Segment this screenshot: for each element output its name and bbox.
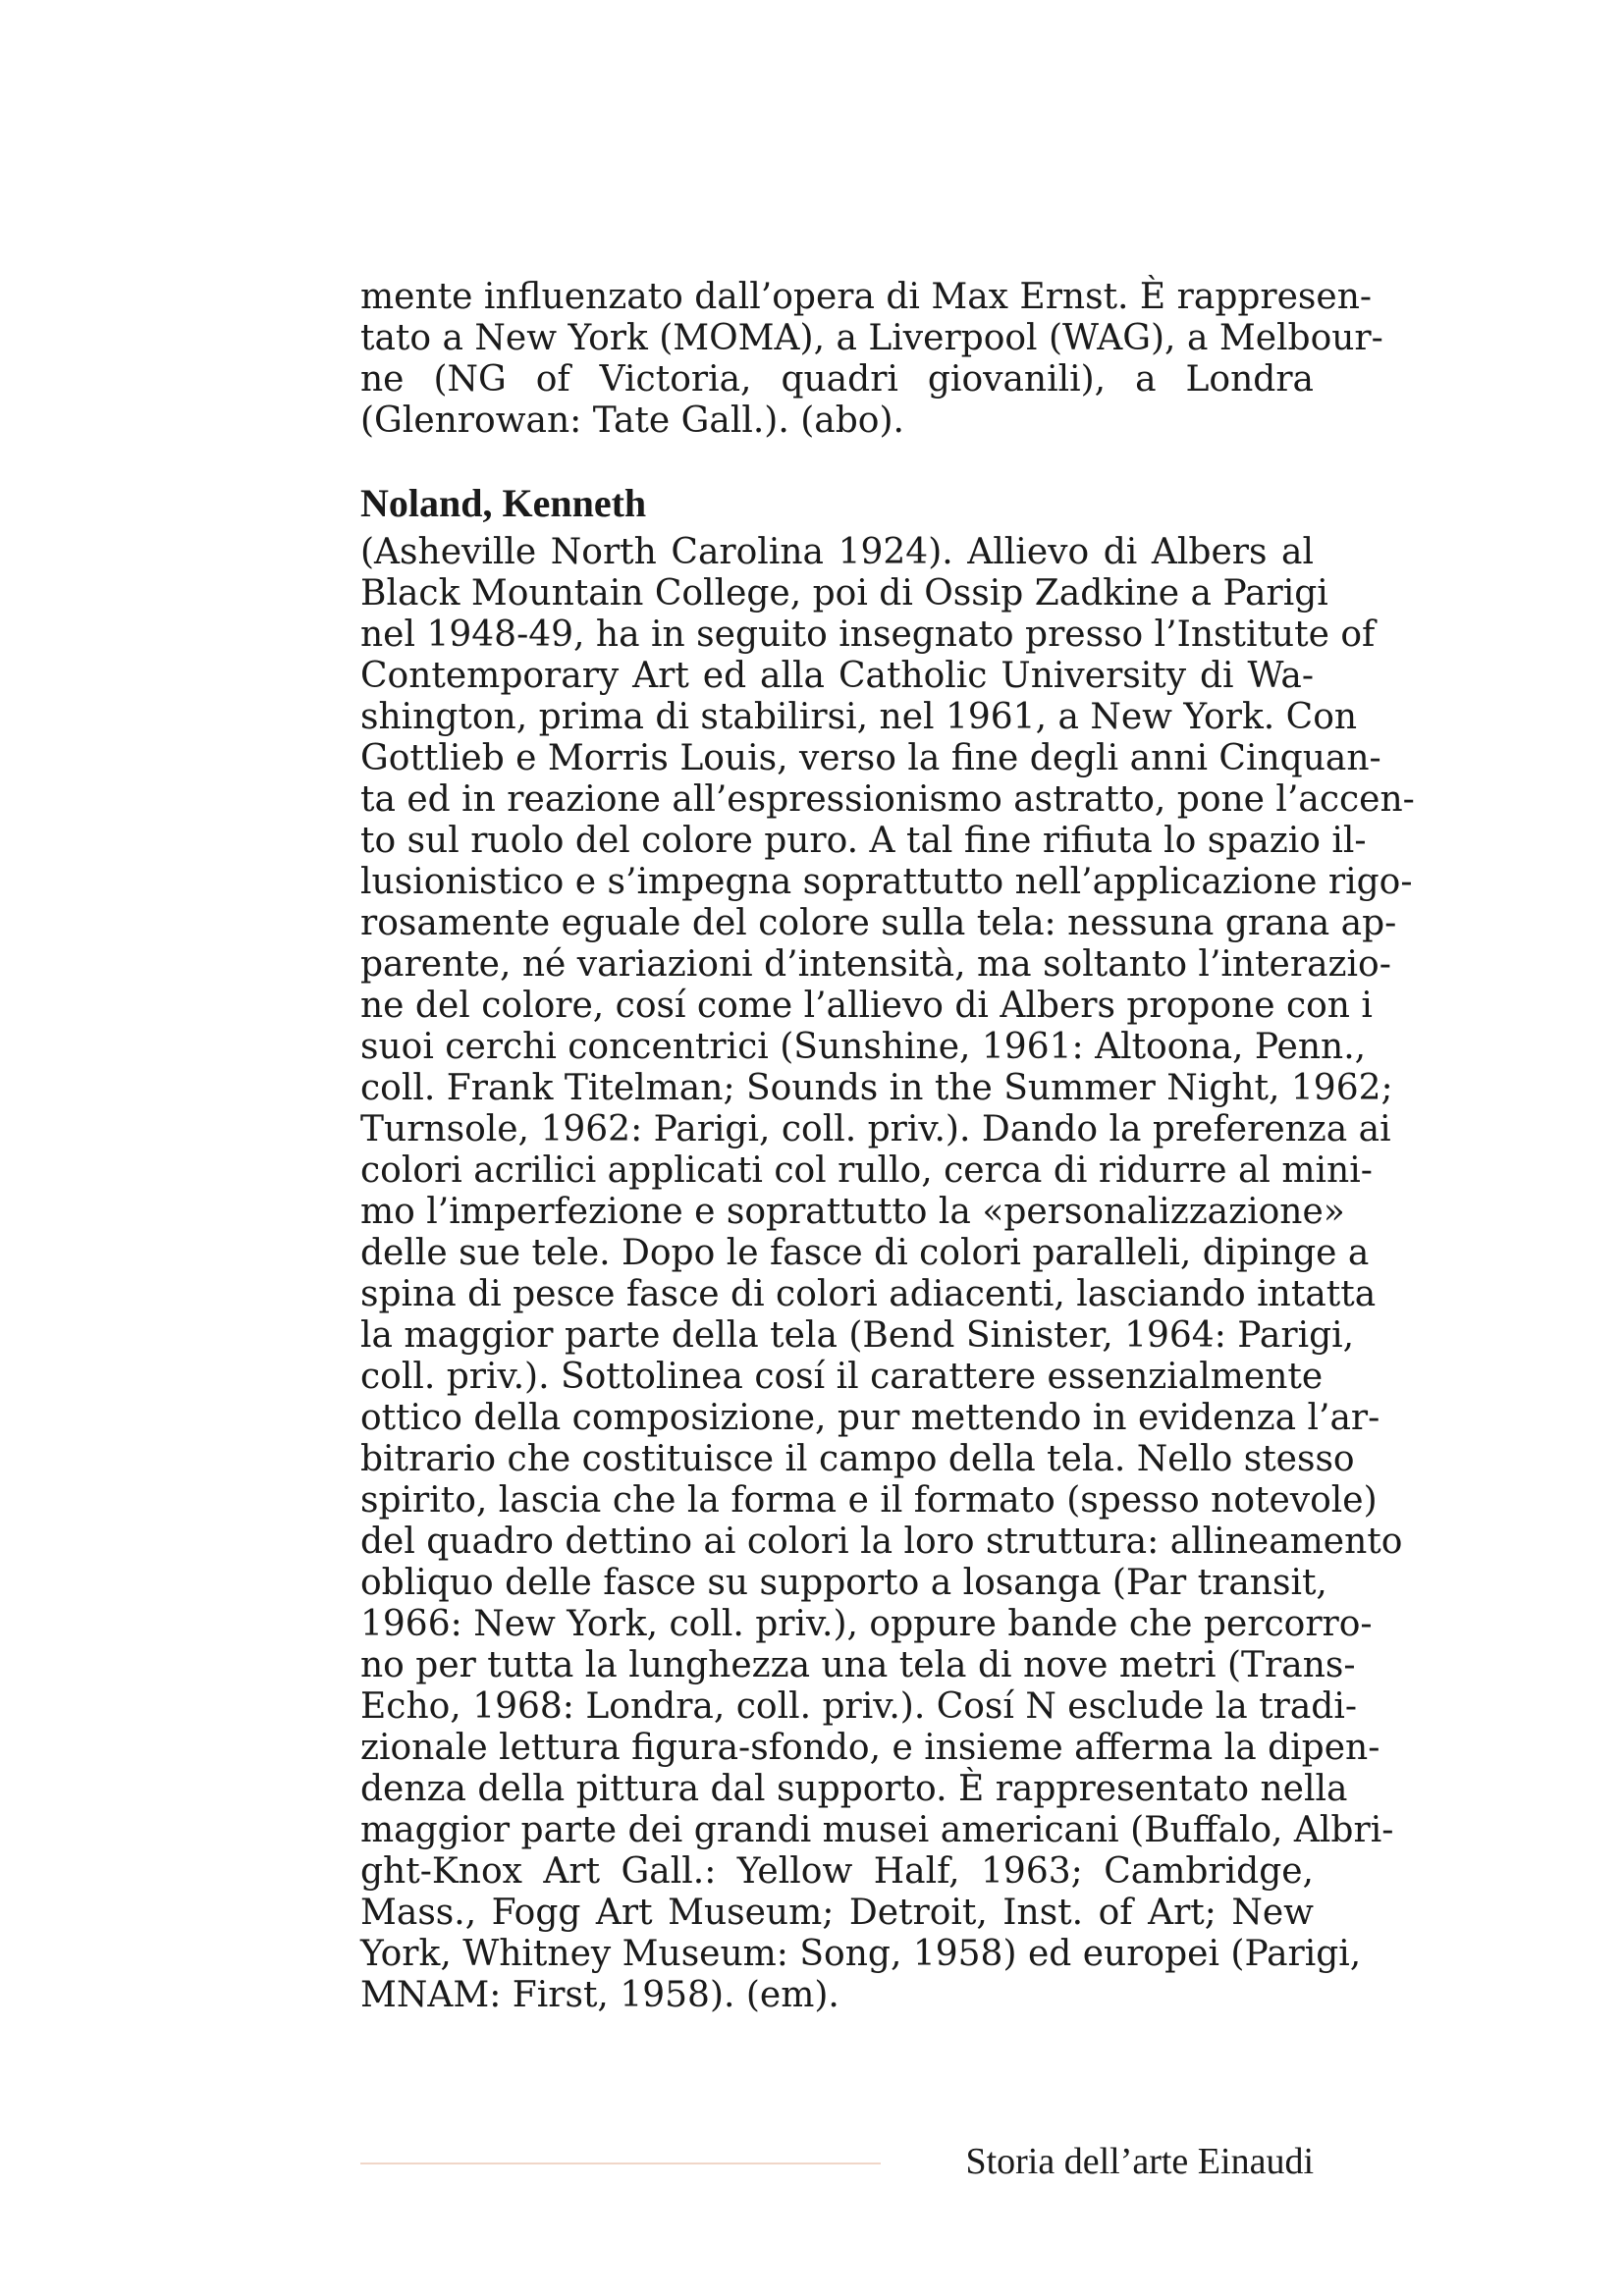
text-line: mo l’imperfezione e soprattutto la «personalizzazione» bbox=[360, 1192, 1345, 1232]
text-line: denza della pittura dal supporto. È rappresentato nella bbox=[360, 1769, 1348, 1809]
text-line: Turnsole, 1962: Parigi, coll. priv.). Dando la preferenza ai bbox=[360, 1109, 1391, 1149]
text-line: del quadro dettino ai colori la loro struttura: allineamento bbox=[360, 1522, 1403, 1562]
previous-entry-continuation bbox=[360, 277, 1383, 442]
text-line: tato a New York (MOMA), a Liverpool (WAG), a Melbour- bbox=[360, 318, 1383, 358]
text-line: ta ed in reazione all’espressionismo astratto, pone l’accen- bbox=[360, 779, 1415, 820]
text-line: spina di pesce fasce di colori adiacenti, lasciando intatta bbox=[360, 1274, 1377, 1314]
text-line: ottico della composizione, pur mettendo in evidenza l’ar- bbox=[360, 1398, 1380, 1438]
text-line: coll. Frank Titelman; Sounds in the Summer Night, 1962; bbox=[360, 1068, 1393, 1108]
footer-title: Storia dell’arte Einaudi bbox=[965, 2141, 1314, 2182]
text-line: (Glenrowan: Tate Gall.). (abo). bbox=[360, 400, 904, 441]
text-line: la maggior parte della tela (Bend Sinister, 1964: Parigi, bbox=[360, 1315, 1355, 1356]
page-footer bbox=[360, 2138, 1314, 2187]
text-line: no per tutta la lunghezza una tela di nove metri (Trans- bbox=[360, 1645, 1356, 1685]
text-line: rosamente eguale del colore sulla tela: nessuna grana ap- bbox=[360, 903, 1397, 943]
text-line: Black Mountain College, poi di Ossip Zadkine a Parigi bbox=[360, 573, 1328, 614]
text-line: coll. priv.). Sottolinea cosí il carattere essenzialmente bbox=[360, 1357, 1324, 1397]
text-line: parente, né variazioni d’intensità, ma soltanto l’interazio- bbox=[360, 944, 1391, 985]
text-line: obliquo delle fasce su supporto a losanga (Par transit, bbox=[360, 1563, 1327, 1603]
text-line: MNAM: First, 1958). (em). bbox=[360, 1975, 839, 2015]
text-line: delle sue tele. Dopo le fasce di colori paralleli, dipinge a bbox=[360, 1233, 1370, 1273]
text-line: maggior parte dei grandi musei americani (Buffalo, Albri- bbox=[360, 1810, 1394, 1850]
text-line: ne (NG of Victoria, quadri giovanili), a Londra bbox=[360, 359, 1314, 400]
text-line: mente influenzato dall’opera di Max Ernst. È rappresen- bbox=[360, 277, 1373, 317]
text-line: colori acrilici applicati col rullo, cerca di ridurre al mini- bbox=[360, 1150, 1373, 1191]
text-line: 1966: New York, coll. priv.), oppure bande che percorro- bbox=[360, 1604, 1373, 1644]
text-line: ght-Knox Art Gall.: Yellow Half, 1963; Cambridge, bbox=[360, 1851, 1314, 1892]
text-line: Gottlieb e Morris Louis, verso la fine degli anni Cinquan- bbox=[360, 738, 1381, 778]
page-body bbox=[360, 277, 1415, 2016]
text-line: Echo, 1968: Londra, coll. priv.). Cosí N esclude la tradi- bbox=[360, 1686, 1358, 1727]
text-line: lusionistico e s’impegna soprattutto nell’applicazione rigo- bbox=[360, 862, 1413, 902]
text-line: spirito, lascia che la forma e il formato (spesso notevole) bbox=[360, 1480, 1378, 1521]
text-line: York, Whitney Museum: Song, 1958) ed europei (Parigi, bbox=[360, 1934, 1362, 1974]
entry-heading: Noland, Kenneth bbox=[360, 481, 647, 525]
footer-rule bbox=[360, 2163, 881, 2164]
text-line: Mass., Fogg Art Museum; Detroit, Inst. of Art; New bbox=[360, 1893, 1314, 1933]
text-line: (Asheville North Carolina 1924). Allievo di Albers al bbox=[360, 532, 1314, 572]
text-line: Contemporary Art ed alla Catholic University di Wa- bbox=[360, 656, 1314, 696]
text-line: suoi cerchi concentrici (Sunshine, 1961: Altoona, Penn., bbox=[360, 1027, 1367, 1067]
text-line: shington, prima di stabilirsi, nel 1961, a New York. Con bbox=[360, 697, 1358, 737]
text-line: bitrario che costituisce il campo della tela. Nello stesso bbox=[360, 1439, 1355, 1479]
text-line: nel 1948-49, ha in seguito insegnato presso l’Institute of bbox=[360, 614, 1376, 655]
text-line: zionale lettura figura-sfondo, e insieme afferma la dipen- bbox=[360, 1728, 1380, 1768]
text-line: ne del colore, cosí come l’allievo di Albers propone con i bbox=[360, 986, 1373, 1026]
text-line: to sul ruolo del colore puro. A tal fine rifiuta lo spazio il- bbox=[360, 821, 1367, 861]
entry-body bbox=[360, 532, 1415, 2016]
